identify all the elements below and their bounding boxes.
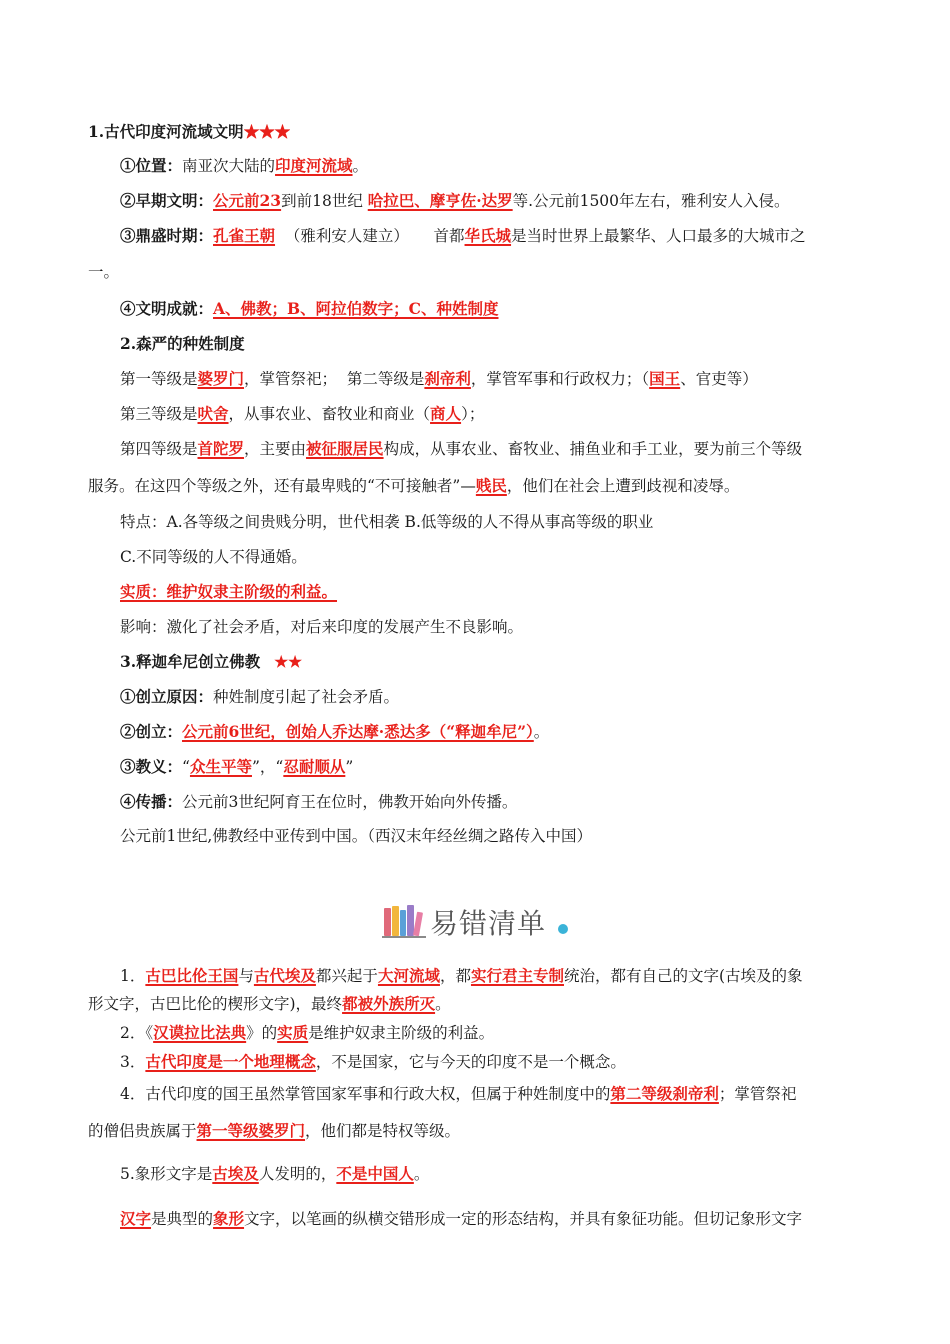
highlight: 大河流域 <box>377 966 440 985</box>
features-line-2: C.不同等级的人不得通婚。 <box>120 548 307 566</box>
text: 4．古代印度的国王虽然掌管国家军事和行政大权，但属于种姓制度中的 <box>120 1085 611 1103</box>
highlight: A、佛教；B、阿拉伯数字；C、种姓制度 <box>213 299 499 318</box>
doctrine-line <box>120 755 353 777</box>
title-text: 3.释迦牟尼创立佛教 <box>120 652 261 671</box>
text: 第三等级是 <box>120 405 198 423</box>
error-2-line <box>120 1021 494 1043</box>
text: 服务。在这四个等级之外，还有最卑贱的“不可接触者”— <box>88 477 476 495</box>
text: ，从事农业、畜牧业和商业（ <box>228 405 431 423</box>
text: 文字，以笔画的纵横交错形成一定的形态结构，并具有象征功能。但切记象形文字 <box>244 1210 803 1228</box>
peak-line <box>120 224 806 246</box>
highlight: 第一等级婆罗门 <box>196 1121 306 1140</box>
text: 构成，从事农业、畜牧业、捕鱼业和手工业，要为前三个等级 <box>383 440 803 458</box>
text: 、官吏等） <box>680 370 758 388</box>
text: 是维护奴隶主阶级的利益。 <box>308 1024 495 1042</box>
text: 等.公元前1500年左右，雅利安人入侵。 <box>512 192 790 210</box>
error-3-line <box>120 1050 626 1072</box>
caste-line-2 <box>120 402 484 424</box>
banner-title: 易错清单 <box>430 907 547 940</box>
text: 南亚次大陆的 <box>182 157 276 175</box>
text: 第一等级是 <box>120 370 198 388</box>
dot-icon <box>558 924 568 934</box>
highlight: 婆罗门 <box>197 369 245 388</box>
highlight: 象形 <box>213 1209 245 1228</box>
text: ，主要由 <box>244 440 307 458</box>
early-civ-line <box>120 189 790 211</box>
highlight: 众生平等 <box>189 757 252 776</box>
highlight: 古埃及 <box>212 1164 259 1183</box>
text: 种姓制度引起了社会矛盾。 <box>213 688 400 706</box>
text: 是典型的 <box>151 1210 214 1228</box>
text: 是当时世界上最繁华、人口最多的大城市之 <box>511 227 806 245</box>
highlight: 古巴比伦王国 <box>145 966 239 985</box>
highlight: 哈拉巴、摩亨佐·达罗 <box>367 191 513 210</box>
highlight: 国王 <box>649 369 681 388</box>
section-3-title <box>120 650 302 672</box>
text: ，掌管军事和行政权力；（ <box>470 370 650 388</box>
text: 到前18世纪 <box>281 192 368 210</box>
label: ③教义： <box>120 757 183 776</box>
spread-line <box>120 790 517 812</box>
label: ③鼎盛时期： <box>120 226 214 245</box>
text: 》的 <box>246 1024 278 1042</box>
highlight: 汉谟拉比法典 <box>153 1023 247 1042</box>
section-2-title: 2.森严的种姓制度 <box>120 334 245 353</box>
label: ②创立： <box>120 722 183 741</box>
label: ④文明成就： <box>120 299 214 318</box>
books-icon <box>382 904 428 938</box>
highlight: 实行君主专制 <box>470 966 564 985</box>
label: ①位置： <box>120 156 183 175</box>
achievement-line <box>120 297 498 319</box>
error-5-line <box>120 1162 429 1184</box>
founding-line <box>120 720 549 742</box>
text: “ <box>182 758 190 776</box>
highlight: 汉字 <box>120 1209 152 1228</box>
highlight: 孔雀王朝 <box>213 226 276 245</box>
error-4-line-2 <box>88 1119 460 1141</box>
features-line-1: 特点：A.各等级之间贵贱分明，世代相袭 B.低等级的人不得从事高等级的职业 <box>120 513 654 531</box>
text: ，都 <box>439 967 471 985</box>
highlight: 实质 <box>277 1023 309 1042</box>
error-list-banner <box>382 896 582 946</box>
text: ”，“ <box>251 758 284 776</box>
label: ①创立原因： <box>120 687 214 706</box>
highlight: 忍耐顺从 <box>283 757 346 776</box>
error-4-line-1 <box>120 1082 796 1104</box>
text: ）； <box>461 405 485 423</box>
text: 形文字，古巴比伦的楔形文字)，最终 <box>88 995 343 1013</box>
highlight: 第二等级刹帝利 <box>610 1084 719 1103</box>
text: 的僧侣贵族属于 <box>88 1122 197 1140</box>
text: 3． <box>120 1053 146 1071</box>
highlight: 华氏城 <box>464 226 512 245</box>
highlight: 古代印度是一个地理概念 <box>145 1052 316 1071</box>
highlight: 贱民 <box>475 476 507 495</box>
text: 与 <box>238 967 254 985</box>
text: 2．《 <box>120 1024 154 1042</box>
error-6-line <box>120 1207 802 1229</box>
text: 都兴起于 <box>315 967 378 985</box>
text: 第四等级是 <box>120 440 198 458</box>
highlight: 吠舍 <box>197 404 229 423</box>
text: 。 <box>413 1165 430 1183</box>
error-1-line-2 <box>88 992 451 1014</box>
text: ，不是国家，它与今天的印度不是一个概念。 <box>315 1053 626 1071</box>
essence-line: 实质：维护奴隶主阶级的利益。 <box>120 582 338 601</box>
impact-line: 影响：激化了社会矛盾，对后来印度的发展产生不良影响。 <box>120 618 524 636</box>
highlight: 公元前6世纪，创始人乔达摩·悉达多（“释迦牟尼”） <box>182 722 534 741</box>
error-1-line-1 <box>120 964 803 986</box>
highlight: 公元前23 <box>213 191 282 210</box>
highlight: 首陀罗 <box>197 439 245 458</box>
caste-line-1 <box>120 367 758 389</box>
text: （雅利安人建立） 首都 <box>275 227 465 245</box>
text: 统治，都有自己的文字(古埃及的象 <box>563 967 803 985</box>
text: 。 <box>435 995 451 1013</box>
title-text: 1.古代印度河流域文明 <box>88 122 244 141</box>
caste-line-3 <box>120 437 802 459</box>
text: ” <box>345 758 354 776</box>
text: ，掌管祭祀； 第二等级是 <box>244 370 425 388</box>
text: 1． <box>120 967 146 985</box>
text: 5.象形文字是 <box>120 1165 213 1183</box>
text: ，他们在社会上遭到歧视和凌辱。 <box>506 477 740 495</box>
location-line <box>120 154 368 176</box>
star-icon: ★★★ <box>243 122 291 141</box>
highlight: 刹帝利 <box>424 369 471 388</box>
text: 。 <box>533 723 550 741</box>
text: 人发明的， <box>258 1165 337 1183</box>
caste-line-4 <box>88 474 739 496</box>
highlight: 不是中国人 <box>336 1164 414 1183</box>
label: ②早期文明： <box>120 191 214 210</box>
section-1-title <box>88 120 290 142</box>
text: 公元前3世纪阿育王在位时，佛教开始向外传播。 <box>182 793 518 811</box>
highlight: 被征服居民 <box>306 439 384 458</box>
reason-line <box>120 685 399 707</box>
highlight: 古代埃及 <box>253 966 316 985</box>
highlight: 都被外族所灭 <box>342 994 436 1013</box>
star-icon: ★★ <box>274 652 302 671</box>
label: ④传播： <box>120 792 183 811</box>
highlight: 商人 <box>430 404 462 423</box>
text: ，他们都是特权等级。 <box>305 1122 461 1140</box>
peak-line-cont: 一。 <box>88 263 120 281</box>
text: ；掌管祭祀 <box>718 1085 797 1103</box>
china-line: 公元前1世纪,佛教经中亚传到中国。（西汉末年经丝绸之路传入中国） <box>120 827 593 845</box>
highlight: 印度河流域 <box>275 156 353 175</box>
text: 。 <box>352 157 369 175</box>
